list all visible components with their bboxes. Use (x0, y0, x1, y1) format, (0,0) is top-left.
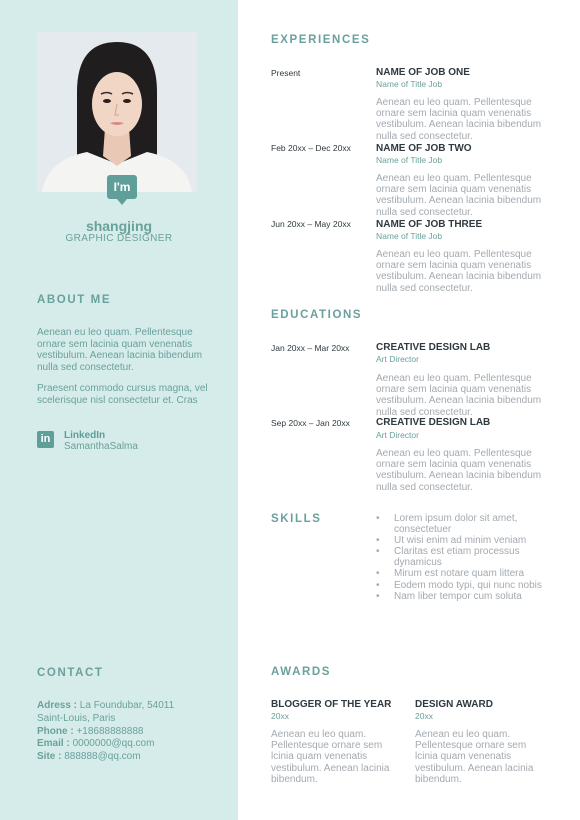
profile-photo (37, 32, 197, 192)
contact-email (37, 738, 227, 751)
address-label: Adress : (37, 700, 78, 711)
email-label: Email : (37, 738, 70, 750)
experience-2-title: NAME OF JOB TWO (376, 143, 472, 154)
experience-1-subtitle: Name of Title Job (376, 79, 443, 89)
address-value: La Foundubar, 54011 (77, 700, 175, 711)
award-2-description: Aenean eu leo quam. Pellentesque ornare sem lcinia quam venenatis vestibulum. Aenean lacinia bibendum. (415, 729, 534, 785)
linkedin-handle[interactable]: SamanthaSalma (64, 441, 138, 452)
about-paragraph-1: Aenean eu leo quam. Pellentesque ornare sem lacinia quam venenatis vestibulum. Aenean lacinia bibendum nulla sed consectetur. (37, 327, 203, 373)
education-2-subtitle: Art Director (376, 430, 419, 440)
site-value[interactable]: 888888@qq.com (61, 751, 141, 763)
award-1-description: Aenean eu leo quam. Pellentesque ornare sem lcinia quam venenatis vestibulum. Aenean lacinia bibendum. (271, 729, 390, 785)
person-role: GRAPHIC DESIGNER (65, 233, 173, 244)
experience-1-description: Aenean eu leo quam. Pellentesque ornare sem lacinia quam venenatis vestibulum. Aenean lacinia bibendum nulla sed consectetur. (376, 97, 542, 142)
contact-site (37, 751, 227, 764)
skill-item: • Mirum est notare quam littera (376, 568, 551, 579)
contact-address (37, 700, 227, 713)
skill-item: • Lorem ipsum dolor sit amet, consectetuer (376, 513, 551, 535)
skill-item: • Eodem modo typi, qui nunc nobis (376, 580, 551, 591)
skill-item: • Claritas est etiam processus dynamicus (376, 546, 551, 568)
skills-list (376, 513, 551, 602)
experience-3-subtitle: Name of Title Job (376, 231, 443, 241)
award-1-title: BLOGGER OF THE YEAR (271, 699, 392, 710)
linkedin-label[interactable]: LinkedIn (64, 430, 106, 441)
address-line-2: Saint-Louis, Paris (37, 712, 116, 724)
about-paragraph-2: Praesent commodo cursus magna, vel scelerisque nisl consectetur et. Cras (37, 383, 208, 406)
phone-label: Phone : (37, 725, 74, 737)
awards-heading: AWARDS (271, 666, 332, 678)
experience-1-date: Present (271, 68, 301, 78)
experience-2-description: Aenean eu leo quam. Pellentesque ornare sem lacinia quam venenatis vestibulum. Aenean lacinia bibendum nulla sed consectetur. (376, 173, 542, 218)
experience-2-subtitle: Name of Title Job (376, 155, 443, 165)
award-2-title: DESIGN AWARD (415, 699, 493, 710)
experience-2-date: Feb 20xx – Dec 20xx (271, 143, 351, 153)
skills-heading: SKILLS (271, 513, 322, 525)
contact-heading: CONTACT (37, 667, 104, 679)
skill-item: • Ut wisi enim ad minim veniam (376, 535, 551, 546)
site-label: Site : (37, 751, 62, 763)
experiences-heading: EXPERIENCES (271, 34, 371, 46)
experience-1-title: NAME OF JOB ONE (376, 67, 470, 78)
person-name: shangjing (85, 218, 153, 234)
contact-details (37, 700, 227, 764)
contact-phone (37, 726, 227, 739)
education-2-title: CREATIVE DESIGN LAB (376, 417, 491, 428)
education-1-title: CREATIVE DESIGN LAB (376, 342, 491, 353)
im-speech-badge: I'm (107, 175, 137, 199)
phone-value[interactable]: +18688888888 (73, 725, 144, 737)
email-value[interactable]: 0000000@qq.com (69, 738, 155, 750)
education-1-date: Jan 20xx – Mar 20xx (271, 343, 350, 353)
education-2-description: Aenean eu leo quam. Pellentesque ornare sem lacinia quam venenatis vestibulum. Aenean lacinia bibendum nulla sed consectetur. (376, 448, 542, 493)
education-2-date: Sep 20xx – Jan 20xx (271, 418, 350, 428)
award-1-year: 20xx (271, 711, 289, 721)
skill-item: • Nam liber tempor cum soluta (376, 591, 551, 602)
experience-3-description: Aenean eu leo quam. Pellentesque ornare sem lacinia quam venenatis vestibulum. Aenean lacinia bibendum nulla sed consectetur. (376, 249, 542, 294)
experience-3-title: NAME OF JOB THREE (376, 219, 483, 230)
education-1-subtitle: Art Director (376, 354, 419, 364)
award-2-year: 20xx (415, 711, 433, 721)
linkedin-icon[interactable]: in (37, 431, 54, 448)
education-1-description: Aenean eu leo quam. Pellentesque ornare sem lacinia quam venenatis vestibulum. Aenean lacinia bibendum nulla sed consectetur. (376, 373, 542, 418)
educations-heading: EDUCATIONS (271, 309, 363, 321)
about-heading: ABOUT ME (37, 294, 112, 306)
experience-3-date: Jun 20xx – May 20xx (271, 219, 351, 229)
